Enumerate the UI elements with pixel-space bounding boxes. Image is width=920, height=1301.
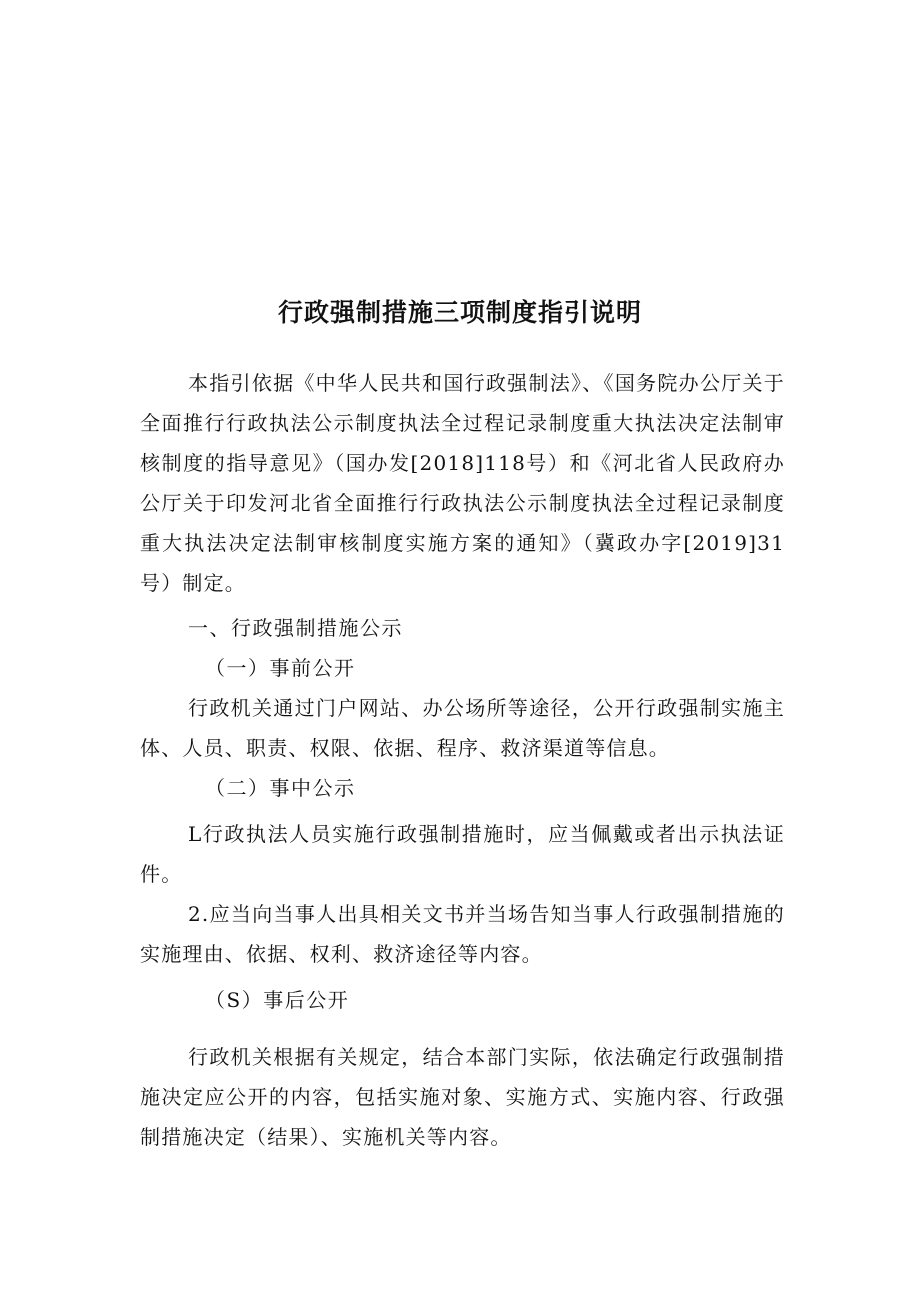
pre-disclosure-paragraph: 行政机关通过门户网站、办公场所等途径，公开行政强制实施主体、人员、职责、权限、依据、程序、救济渠道等信息。 [140,696,785,760]
subsection-heading-pre: （一）事前公开 [205,656,356,680]
subsection-heading-during: （二）事中公示 [205,776,356,800]
subsection-heading-post: （S）事后公开 [205,988,350,1012]
during-item-1: L行政执法人员实施行政强制措施时，应当佩戴或者出示执法证件。 [140,822,785,886]
document-title: 行政强制措施三项制度指引说明 [277,298,642,327]
post-disclosure-paragraph: 行政机关根据有关规定，结合本部门实际，依法确定行政强制措施决定应公开的内容，包括实施对象、实施方式、实施内容、行政强制措施决定（结果）、实施机关等内容。 [140,1045,785,1149]
intro-paragraph: 本指引依据《中华人民共和国行政强制法》、《国务院办公厅关于全面推行行政执法公示制度执法全过程记录制度重大执法决定法制审核制度的指导意见》（国办发[2018]118号）和《河北省人民政府办公厅关于印发河北省全面推行行政执法公示制度执法全过程记录制度重大执法决定法制审核制度实施方案的通知》（冀政办字[2019]31号）制定。 [140,371,785,595]
during-item-2: 2.应当向当事人出具相关文书并当场告知当事人行政强制措施的实施理由、依据、权利、救济途径等内容。 [140,902,785,966]
section-heading-publicity: 一、行政强制措施公示 [188,616,403,640]
